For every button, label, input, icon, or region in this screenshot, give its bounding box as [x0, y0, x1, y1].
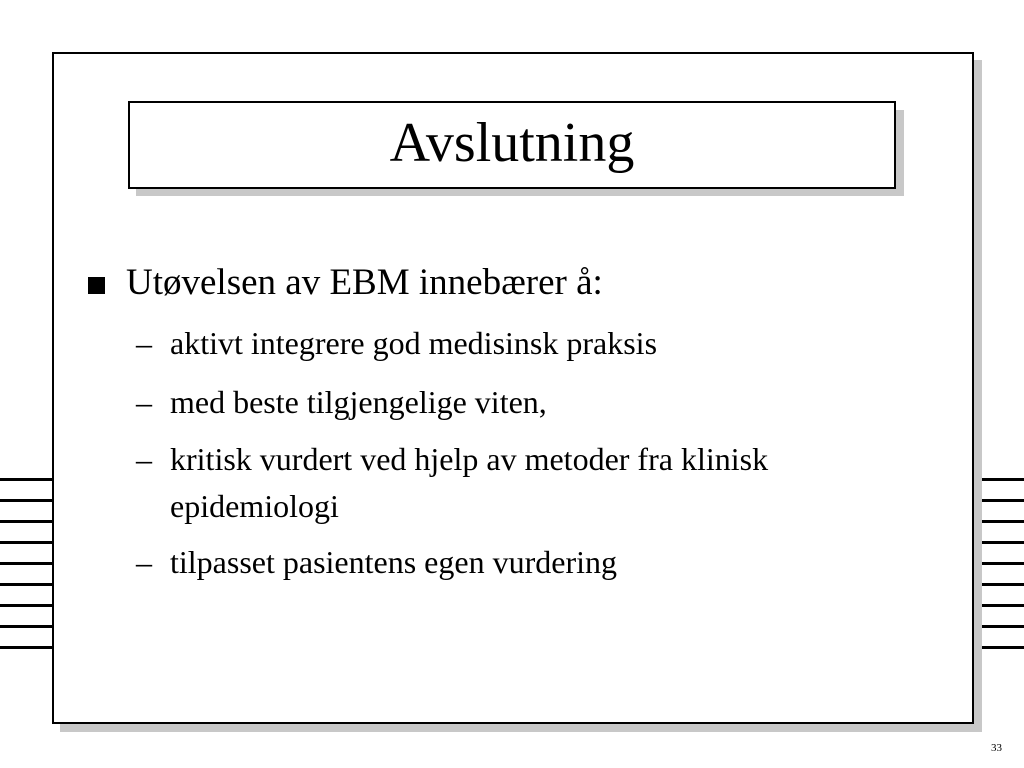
dash-bullet: –	[136, 384, 152, 420]
dash-bullet: –	[136, 544, 152, 580]
sub-bullet-text: aktivt integrere god medisinsk praksis	[170, 325, 658, 361]
square-bullet-icon	[88, 277, 105, 294]
sub-bullet-text: tilpasset pasientens egen vurdering	[170, 544, 617, 580]
sub-bullet-text: epidemiologi	[170, 488, 339, 524]
right-stripe-decoration	[976, 470, 1024, 656]
title-box	[128, 101, 896, 189]
main-bullet-text: Utøvelsen av EBM innebærer å:	[126, 262, 603, 303]
left-stripe-decoration	[0, 470, 56, 656]
dash-bullet: –	[136, 441, 152, 477]
dash-bullet: –	[136, 325, 152, 361]
slide-title: Avslutning	[389, 112, 635, 174]
sub-bullet-text: med beste tilgjengelige viten,	[170, 384, 547, 420]
sub-bullet-text: kritisk vurdert ved hjelp av metoder fra klinisk	[170, 441, 769, 477]
page-number: 33	[991, 742, 1002, 754]
